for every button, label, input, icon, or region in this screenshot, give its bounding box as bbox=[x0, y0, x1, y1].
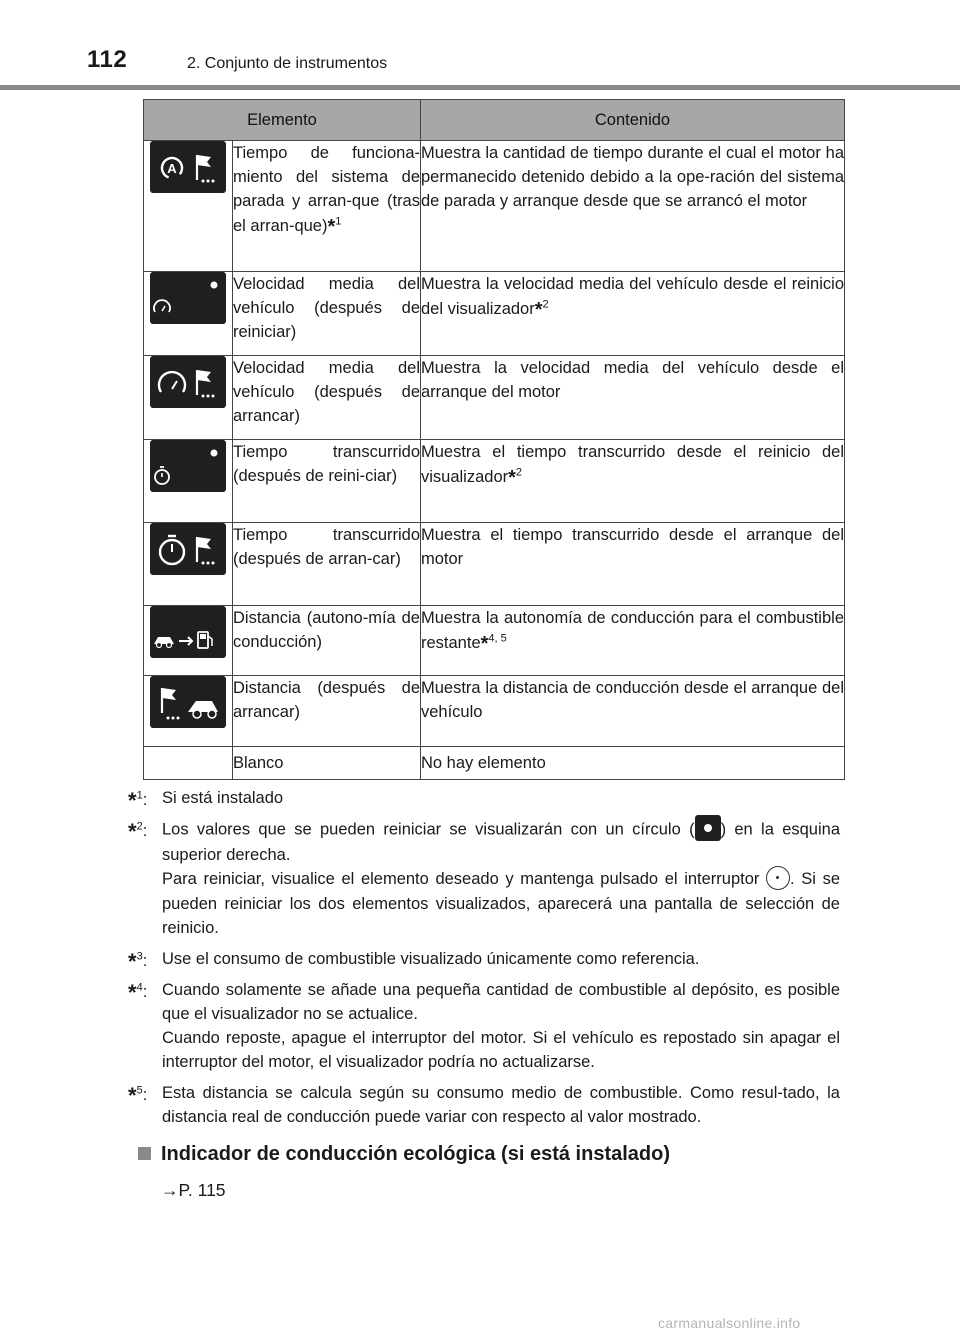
footnote: *$^2$: Los valores que se pueden reiniciar se visualizarán con un círculo ( ) en la esquina superior derecha. Para reiniciar, visualice el elemento deseado y mantenga pulsado el interruptor . Si se pueden reiniciar los dos elementos visualizados, aparecerá una pantalla de selección de reinicio. bbox=[128, 817, 840, 940]
element-name: Blanco bbox=[233, 747, 421, 780]
footnote-mark: *$^2$: bbox=[128, 819, 148, 844]
meter-control-switch-icon bbox=[766, 866, 790, 890]
element-name: Tiempo transcurrido (después de arran-car) bbox=[233, 523, 421, 606]
element-name: Distancia (autono-mía de conducción) bbox=[233, 606, 421, 676]
items-table bbox=[143, 99, 845, 780]
header-rule bbox=[0, 85, 960, 90]
element-description: Muestra la autonomía de conducción para el combustible restante*$^{4, 5}$ bbox=[421, 606, 845, 676]
footnotes bbox=[128, 786, 840, 1136]
footnote: *$^3$: Use el consumo de combustible visualizado únicamente como referencia. bbox=[128, 948, 700, 974]
stop-start-time-icon bbox=[150, 141, 226, 193]
table-header-row bbox=[144, 100, 845, 141]
page-reference[interactable]: →P. 115 bbox=[161, 1180, 226, 1200]
table-row bbox=[144, 606, 845, 676]
page-number: 112 bbox=[87, 46, 128, 73]
element-name: Velocidad media del vehículo (después de arrancar) bbox=[233, 356, 421, 440]
driving-range-icon bbox=[150, 606, 226, 658]
footnote-mark: *$^5$: bbox=[128, 1082, 148, 1108]
column-header-content: Contenido bbox=[421, 100, 845, 141]
table-row bbox=[144, 676, 845, 747]
elapsed-time-start-icon bbox=[150, 523, 226, 575]
element-name: Tiempo transcurrido (después de reini-ciar) bbox=[233, 440, 421, 523]
element-description: Muestra el tiempo transcurrido desde el reinicio del visualizador*$^2$ bbox=[421, 440, 845, 523]
watermark: carmanualsonline.info bbox=[658, 1315, 801, 1331]
icon-cell bbox=[144, 356, 233, 440]
icon-cell bbox=[144, 606, 233, 676]
footnote: *$^1$: Si está instalado bbox=[128, 788, 284, 813]
footnote-mark: *$^4$: bbox=[128, 979, 148, 1005]
section-title: 2. Conjunto de instrumentos bbox=[187, 55, 388, 72]
distance-since-start-icon bbox=[150, 676, 226, 728]
element-description: Muestra la distancia de conducción desde el arranque del vehículo bbox=[421, 676, 845, 747]
table-row bbox=[144, 356, 845, 440]
element-description: Muestra el tiempo transcurrido desde el arranque del motor bbox=[421, 523, 845, 606]
footnote-mark: *$^1$: bbox=[128, 788, 148, 813]
square-bullet-icon bbox=[138, 1147, 151, 1160]
icon-cell bbox=[144, 676, 233, 747]
footnote: *$^4$: Cuando solamente se añade una pequeña cantidad de combustible al depósito, es posible que el visualizador no se actualice. Cuando reposte, apague el interruptor del motor. Si el vehículo es repostado sin apagar el interruptor del motor, el visualizador podría no actualizarse. bbox=[128, 979, 840, 1071]
icon-cell bbox=[144, 272, 233, 356]
table-row bbox=[144, 141, 845, 272]
element-description: Muestra la velocidad media del vehículo desde el reinicio del visualizador*$^2$ bbox=[421, 272, 845, 356]
element-name: Distancia (después de arrancar) bbox=[233, 676, 421, 747]
element-description: Muestra la velocidad media del vehículo desde el arranque del motor bbox=[421, 356, 845, 440]
element-description: Muestra la cantidad de tiempo durante el cual el motor ha permanecido detenido debido a la ope-ración del sistema de parada y arranque desde que se arrancó el motor bbox=[421, 141, 845, 272]
reset-circle-icon bbox=[695, 815, 721, 841]
element-name: Velocidad media del vehículo (después de reiniciar) bbox=[233, 272, 421, 356]
element-description: No hay elemento bbox=[421, 747, 845, 780]
elapsed-time-reset-icon bbox=[150, 440, 226, 492]
svg-text:A: A bbox=[167, 161, 177, 176]
icon-cell bbox=[144, 440, 233, 523]
footnote: *$^5$: Esta distancia se calcula según su consumo medio de combustible. Como resul-tado, la distancia real de conducción puede variar con respecto al valor mostrado. bbox=[128, 1082, 840, 1126]
page-header bbox=[0, 0, 960, 92]
footnote-ref: 1 bbox=[335, 215, 342, 228]
footnote-ref: 2 bbox=[515, 466, 523, 479]
table-row bbox=[144, 747, 845, 780]
icon-cell bbox=[144, 747, 233, 780]
icon-cell bbox=[144, 523, 233, 606]
table-row bbox=[144, 272, 845, 356]
element-name: Tiempo de funciona-miento del sistema de parada y arran-que (tras el arran-que)*$^1$ bbox=[233, 141, 421, 272]
footnote-ref: 2 bbox=[542, 298, 549, 311]
arrow-right-icon: → bbox=[161, 1180, 179, 1200]
column-header-element: Elemento bbox=[144, 100, 421, 141]
subsection-heading: Indicador de conducción ecológica (si está instalado) bbox=[138, 1143, 670, 1166]
table-row bbox=[144, 523, 845, 606]
table-row bbox=[144, 440, 845, 523]
icon-cell bbox=[144, 141, 233, 272]
avg-speed-start-icon bbox=[150, 356, 226, 408]
footnote-ref: 4, 5 bbox=[488, 632, 507, 645]
footnote-mark: *$^3$: bbox=[128, 948, 148, 974]
avg-speed-reset-icon bbox=[150, 272, 226, 324]
